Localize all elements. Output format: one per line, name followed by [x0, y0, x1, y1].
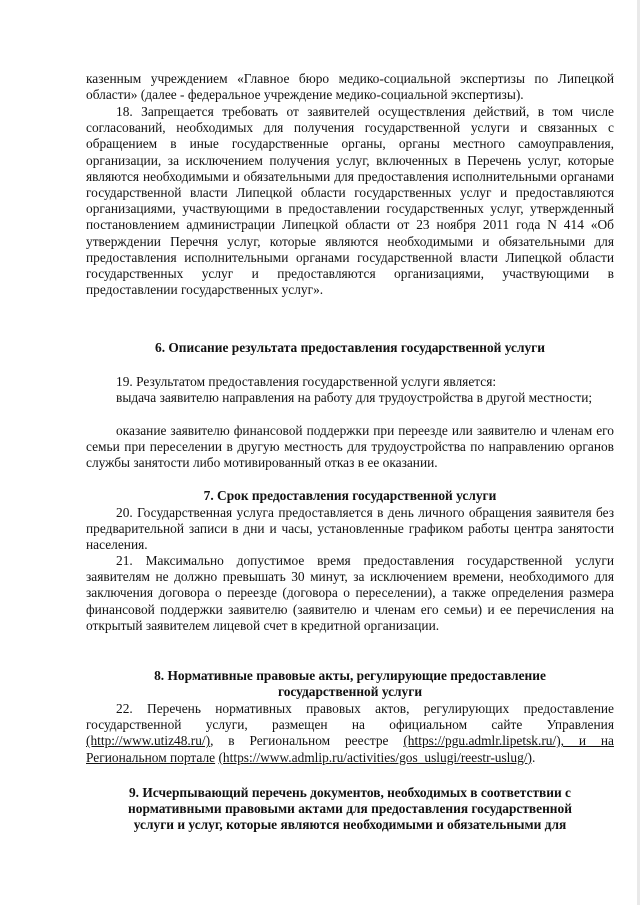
paragraph-19: 19. Результатом предоставления государственной услуги является:: [116, 374, 497, 389]
section-9-heading-line-3: услуги и услуг, которые являются необходимыми и обязательными для: [133, 817, 567, 833]
paragraph-18: 18. Запрещается требовать от заявителей осуществления действий, в том числе согласований, необходимых для получения государственной услуги и связанных с обращением в иные государственные органы, органы местного самоуправления, организации, за исключением получения услуг, включенных в Перечень услуг, которые являются необходимыми и обязательными для предоставления исполнительными органами государственной власти Липецкой области государственных услуг и предоставляются организациями, участвующими в предоставлении государственных услуг, утвержденный постановлением администрации Липецкой области от 23 ноября 2011 года N 414 «Об утверждении Перечня услуг, которые являются необходимыми и обязательными для предоставления исполнительными органами государственной власти Липецкой области государственных услуг и предоставляются организациями, участвующими в предоставлении государственных услуг».: [86, 104, 614, 298]
paragraph-22-text-end: .: [531, 749, 536, 765]
utiz48-link[interactable]: (http://www.utiz48.ru/): [86, 733, 211, 749]
section-9-heading-line-2: нормативными правовыми актами для предоставления государственной: [128, 801, 572, 817]
paragraph-19-item-1: выдача заявителю направления на работу для трудоустройства в другой местности;: [116, 390, 593, 405]
paragraph-21: 21. Максимально допустимое время предоставления государственной услуги заявителям не должно превышать 30 минут, за исключением времени, необходимого для заключения договора о переезде (договора о переселении), а также определения размера финансовой поддержки заявителю (заявителю и членам его семьи) и ее перечисления на открытый заявителем лицевой счет в кредитной организации.: [86, 553, 614, 633]
paragraph-22-text-mid: , в Региональном реестре: [210, 733, 404, 749]
paragraph-20: 20. Государственная услуга предоставляется в день личного обращения заявителя без предварительной записи в дни и часы, установленные графиком работы центра занятости населения.: [86, 505, 614, 553]
section-7-heading: 7. Срок предоставления государственной услуги: [203, 488, 497, 503]
paragraph-bureau: казенным учреждением «Главное бюро медико-социальной экспертизы по Липецкой области» (далее - федеральное учреждение медико-социальной экспертизы).: [86, 71, 614, 103]
paragraph-19-item-2: оказание заявителю финансовой поддержки при переезде или заявителю и членам его семьи при переселении в другую местность для трудоустройства по направлению органов службы занятости либо мотивированный отказ в ее оказании.: [86, 423, 614, 471]
section-9-heading: [86, 785, 614, 834]
section-8-heading-line-2: государственной услуги: [277, 684, 423, 700]
section-6-heading: 6. Описание результата предоставления государственной услуги: [155, 340, 545, 355]
section-8-heading-line-1: 8. Нормативные правовые акты, регулирующие предоставление: [154, 668, 546, 683]
section-9-heading-line-1: 9. Исчерпывающий перечень документов, необходимых в соответствии с: [128, 785, 572, 800]
admlip-link[interactable]: (https://www.admlip.ru/activities/gos_uslugi/reestr-uslug/): [218, 749, 532, 765]
paragraph-22: [86, 701, 614, 766]
paragraph-22-text-start: 22. Перечень нормативных правовых актов, регулирующих предоставление государственной услуги, размещен на официальном сайте Управления: [86, 701, 614, 733]
regional-registry-link[interactable]: (https://pgu.admlr.lipetsk.ru/), и на Региональном портале: [86, 733, 614, 765]
section-8-heading: [86, 668, 614, 700]
